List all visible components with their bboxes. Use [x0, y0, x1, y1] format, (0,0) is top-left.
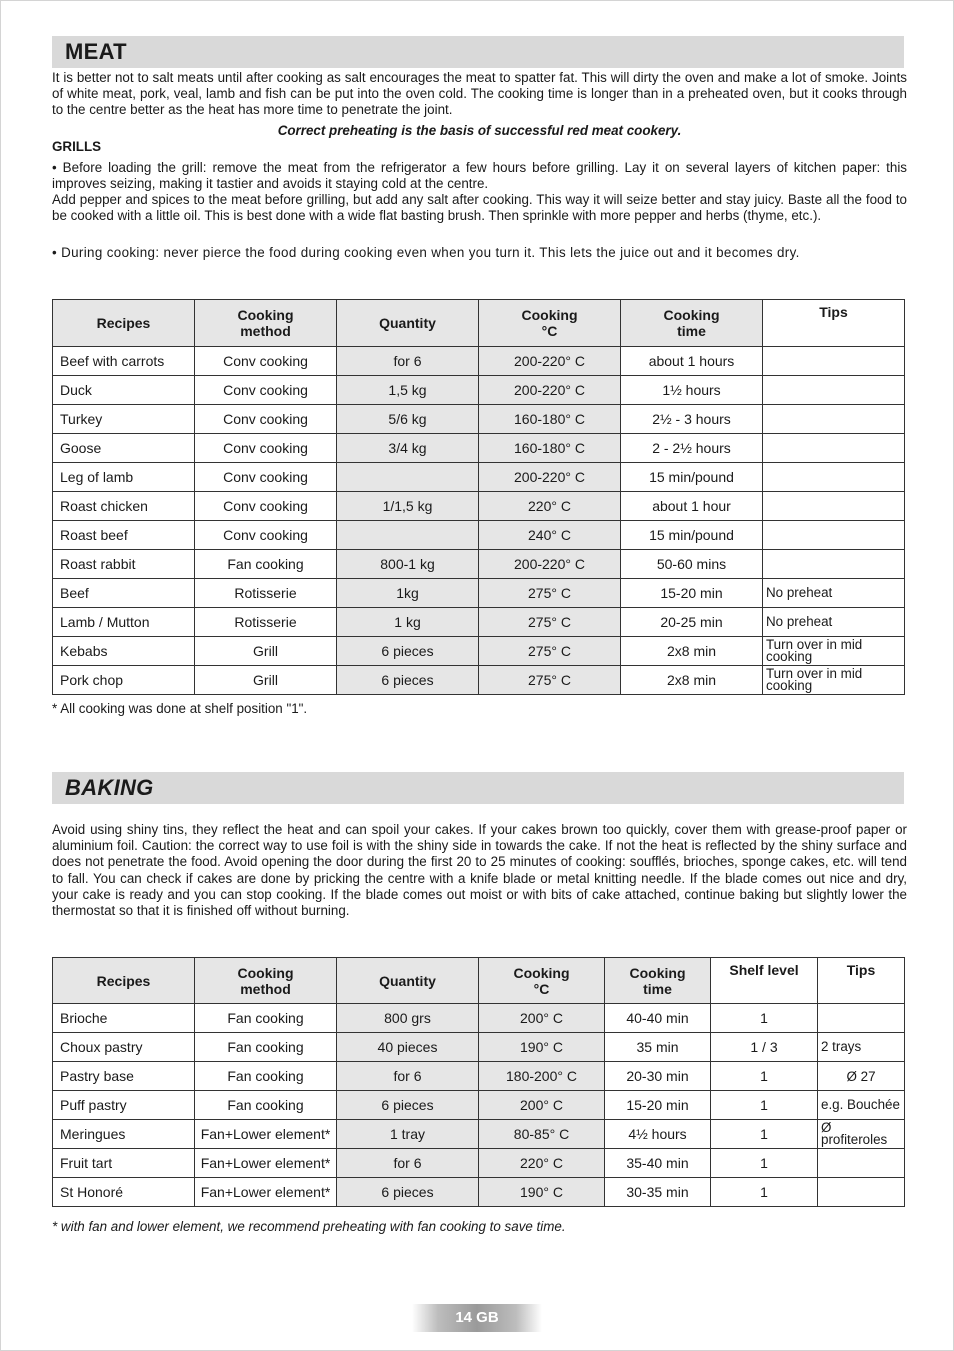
- time-cell: 50-60 mins: [621, 550, 763, 579]
- shelf-level-cell: 1: [711, 1062, 818, 1091]
- recipe-cell: Goose: [53, 434, 195, 463]
- baking-section-header: [52, 772, 904, 804]
- quantity-cell: 1 kg: [337, 608, 479, 637]
- baking-footnote: * with fan and lower element, we recommend preheating with fan cooking to save time.: [52, 1219, 566, 1234]
- tips-cell: [763, 434, 905, 463]
- method-cell: Fan+Lower element*: [195, 1178, 337, 1207]
- recipe-cell: Duck: [53, 376, 195, 405]
- method-cell: Conv cooking: [195, 492, 337, 521]
- quantity-cell: for 6: [337, 1149, 479, 1178]
- tips-cell: No preheat: [763, 608, 905, 637]
- time-cell: 4½ hours: [605, 1120, 711, 1149]
- method-cell: Conv cooking: [195, 521, 337, 550]
- method-cell: Fan cooking: [195, 1091, 337, 1120]
- method-cell: Conv cooking: [195, 347, 337, 376]
- table-row: [53, 434, 905, 463]
- col-tips: Tips: [818, 958, 905, 1004]
- method-cell: Grill: [195, 666, 337, 695]
- tips-cell: Ø 27: [818, 1062, 905, 1091]
- time-cell: 1½ hours: [621, 376, 763, 405]
- time-cell: 15-20 min: [605, 1091, 711, 1120]
- grills-paragraph-1: • Before loading the grill: remove the meat from the refrigerator a few hours before grilling. Lay it on several layers of kitchen paper: this improves seizing, making it tastier and avoids it staying cold at the centre.: [52, 160, 907, 192]
- time-cell: 2½ - 3 hours: [621, 405, 763, 434]
- time-cell: 15 min/pound: [621, 463, 763, 492]
- recipe-cell: Pastry base: [53, 1062, 195, 1091]
- baking-title: BAKING: [65, 775, 154, 800]
- shelf-level-cell: 1 / 3: [711, 1033, 818, 1062]
- col-recipes: Recipes: [53, 300, 195, 347]
- time-cell: 20-30 min: [605, 1062, 711, 1091]
- table-row: [53, 1062, 905, 1091]
- baking-intro: Avoid using shiny tins, they reflect the heat and can spoil your cakes. If your cakes brown too quickly, cover them with grease-proof paper or aluminium foil. Caution: the correct way to use foil is with the shiny side in towards the cake. If not the heat is reflected by the shiny surface and does not penetrate the food. Avoid opening the door during the first 20 to 25 minutes of cooking: soufflés, brioches, sponge cakes, etc. will tend to fall. You can check if cakes are done by pricking the centre with a knife blade or metal knitting needle. If the blade comes out nice and dry, your cake is ready and you can stop cooking. If the blade comes out moist or with bits of cake attached, continue baking but slightly lower the thermostat so that it is finished off without burning.: [52, 822, 907, 919]
- table-row: [53, 550, 905, 579]
- quantity-cell: 3/4 kg: [337, 434, 479, 463]
- quantity-cell: 6 pieces: [337, 1178, 479, 1207]
- tips-cell: [763, 492, 905, 521]
- tips-cell: [763, 550, 905, 579]
- tips-cell: [763, 463, 905, 492]
- table-row: [53, 347, 905, 376]
- time-cell: 15-20 min: [621, 579, 763, 608]
- quantity-cell: [337, 463, 479, 492]
- col-shelf-level: Shelf level: [711, 958, 818, 1004]
- col-quantity: Quantity: [337, 300, 479, 347]
- temperature-cell: 200° C: [479, 1091, 605, 1120]
- baking-table-header-row: [53, 958, 905, 1004]
- temperature-cell: 190° C: [479, 1033, 605, 1062]
- grills-heading: GRILLS: [52, 139, 102, 154]
- col-cooking-time: Cooking time: [605, 958, 711, 1004]
- shelf-level-cell: 1: [711, 1178, 818, 1207]
- tips-cell: [763, 347, 905, 376]
- time-cell: 2x8 min: [621, 666, 763, 695]
- col-recipes: Recipes: [53, 958, 195, 1004]
- quantity-cell: 6 pieces: [337, 1091, 479, 1120]
- tips-cell: e.g. Bouchée: [818, 1091, 905, 1120]
- quantity-cell: 5/6 kg: [337, 405, 479, 434]
- recipe-cell: Roast beef: [53, 521, 195, 550]
- method-cell: Conv cooking: [195, 463, 337, 492]
- recipe-cell: Choux pastry: [53, 1033, 195, 1062]
- method-cell: Fan cooking: [195, 1033, 337, 1062]
- table-row: [53, 1004, 905, 1033]
- temperature-cell: 160-180° C: [479, 405, 621, 434]
- col-cooking-temp: Cooking °C: [479, 958, 605, 1004]
- time-cell: 15 min/pound: [621, 521, 763, 550]
- recipe-cell: Beef: [53, 579, 195, 608]
- table-row: [53, 1033, 905, 1062]
- recipe-cell: Roast rabbit: [53, 550, 195, 579]
- col-quantity: Quantity: [337, 958, 479, 1004]
- tips-cell: 2 trays: [818, 1033, 905, 1062]
- tips-cell: Turn over in mid cooking: [763, 637, 905, 666]
- tips-cell: No preheat: [763, 579, 905, 608]
- tips-cell: Turn over in mid cooking: [763, 666, 905, 695]
- table-row: [53, 376, 905, 405]
- recipe-cell: Leg of lamb: [53, 463, 195, 492]
- table-row: [53, 1091, 905, 1120]
- quantity-cell: for 6: [337, 347, 479, 376]
- time-cell: 2 - 2½ hours: [621, 434, 763, 463]
- grills-paragraph-3: • During cooking: never pierce the food during cooking even when you turn it. This lets the juice out and it becomes dry.: [52, 245, 800, 260]
- recipe-cell: Beef with carrots: [53, 347, 195, 376]
- table-row: [53, 521, 905, 550]
- table-row: [53, 492, 905, 521]
- recipe-cell: Turkey: [53, 405, 195, 434]
- temperature-cell: 160-180° C: [479, 434, 621, 463]
- recipe-cell: Lamb / Mutton: [53, 608, 195, 637]
- col-cooking-method: Cooking method: [195, 300, 337, 347]
- table-row: [53, 1149, 905, 1178]
- temperature-cell: 190° C: [479, 1178, 605, 1207]
- method-cell: Grill: [195, 637, 337, 666]
- recipe-cell: Fruit tart: [53, 1149, 195, 1178]
- quantity-cell: 40 pieces: [337, 1033, 479, 1062]
- meat-intro: It is better not to salt meats until after cooking as salt encourages the meat to spatter fat. This will dirty the oven and make a lot of smoke. Joints of white meat, pork, veal, lamb and fish can be put into the oven cold. The cooking time is longer than in a preheated oven, but it cooks through to the centre better as the heat has more time to penetrate the joint.: [52, 70, 907, 118]
- quantity-cell: [337, 521, 479, 550]
- temperature-cell: 200° C: [479, 1004, 605, 1033]
- col-tips: Tips: [763, 300, 905, 347]
- temperature-cell: 200-220° C: [479, 550, 621, 579]
- table-row: [53, 666, 905, 695]
- temperature-cell: 275° C: [479, 608, 621, 637]
- quantity-cell: 800-1 kg: [337, 550, 479, 579]
- temperature-cell: 275° C: [479, 637, 621, 666]
- time-cell: about 1 hours: [621, 347, 763, 376]
- table-row: [53, 405, 905, 434]
- temperature-cell: 240° C: [479, 521, 621, 550]
- meat-table-header-row: [53, 300, 905, 347]
- recipe-cell: St Honoré: [53, 1178, 195, 1207]
- shelf-level-cell: 1: [711, 1120, 818, 1149]
- temperature-cell: 220° C: [479, 1149, 605, 1178]
- time-cell: 2x8 min: [621, 637, 763, 666]
- recipe-cell: Brioche: [53, 1004, 195, 1033]
- table-row: [53, 579, 905, 608]
- tips-cell: [818, 1149, 905, 1178]
- temperature-cell: 200-220° C: [479, 347, 621, 376]
- recipe-cell: Meringues: [53, 1120, 195, 1149]
- method-cell: Conv cooking: [195, 405, 337, 434]
- meat-table: [52, 299, 905, 695]
- temperature-cell: 220° C: [479, 492, 621, 521]
- tips-cell: [763, 405, 905, 434]
- tips-cell: [818, 1178, 905, 1207]
- shelf-level-cell: 1: [711, 1004, 818, 1033]
- tips-cell: [763, 521, 905, 550]
- quantity-cell: 800 grs: [337, 1004, 479, 1033]
- quantity-cell: 6 pieces: [337, 637, 479, 666]
- temperature-cell: 80-85° C: [479, 1120, 605, 1149]
- col-cooking-method: Cooking method: [195, 958, 337, 1004]
- temperature-cell: 275° C: [479, 579, 621, 608]
- time-cell: 20-25 min: [621, 608, 763, 637]
- table-row: [53, 1178, 905, 1207]
- time-cell: 35 min: [605, 1033, 711, 1062]
- meat-emphasis: Correct preheating is the basis of successful red meat cookery.: [277, 123, 682, 138]
- temperature-cell: 200-220° C: [479, 463, 621, 492]
- tips-cell: Ø profiteroles: [818, 1120, 905, 1149]
- quantity-cell: 1 tray: [337, 1120, 479, 1149]
- method-cell: Rotisserie: [195, 579, 337, 608]
- quantity-cell: for 6: [337, 1062, 479, 1091]
- quantity-cell: 1,5 kg: [337, 376, 479, 405]
- tips-cell: [818, 1004, 905, 1033]
- quantity-cell: 6 pieces: [337, 666, 479, 695]
- tips-cell: [763, 376, 905, 405]
- shelf-level-cell: 1: [711, 1149, 818, 1178]
- recipe-cell: Kebabs: [53, 637, 195, 666]
- method-cell: Rotisserie: [195, 608, 337, 637]
- col-cooking-temp: Cooking °C: [479, 300, 621, 347]
- quantity-cell: 1/1,5 kg: [337, 492, 479, 521]
- recipe-cell: Pork chop: [53, 666, 195, 695]
- table-row: [53, 608, 905, 637]
- temperature-cell: 200-220° C: [479, 376, 621, 405]
- col-cooking-time: Cooking time: [621, 300, 763, 347]
- time-cell: 35-40 min: [605, 1149, 711, 1178]
- meat-footnote: * All cooking was done at shelf position "1".: [52, 701, 308, 716]
- time-cell: 30-35 min: [605, 1178, 711, 1207]
- table-row: [53, 1120, 905, 1149]
- baking-table: [52, 957, 905, 1207]
- time-cell: about 1 hour: [621, 492, 763, 521]
- grills-paragraph-2: Add pepper and spices to the meat before grilling, but add any salt after cooking. This way it will seize better and stay juicy. Baste all the food to be cooked with a little oil. This is best done with a wide flat basting brush. Then sprinkle with more pepper and herbs (thyme, etc.).: [52, 192, 907, 224]
- meat-section-header: [52, 36, 904, 68]
- method-cell: Fan+Lower element*: [195, 1149, 337, 1178]
- recipe-cell: Puff pastry: [53, 1091, 195, 1120]
- method-cell: Fan cooking: [195, 1062, 337, 1091]
- temperature-cell: 180-200° C: [479, 1062, 605, 1091]
- method-cell: Fan+Lower element*: [195, 1120, 337, 1149]
- temperature-cell: 275° C: [479, 666, 621, 695]
- table-row: [53, 463, 905, 492]
- meat-title: MEAT: [65, 39, 127, 64]
- quantity-cell: 1kg: [337, 579, 479, 608]
- method-cell: Conv cooking: [195, 434, 337, 463]
- method-cell: Conv cooking: [195, 376, 337, 405]
- recipe-cell: Roast chicken: [53, 492, 195, 521]
- table-row: [53, 637, 905, 666]
- method-cell: Fan cooking: [195, 1004, 337, 1033]
- page-number: 14 GB: [455, 1309, 499, 1326]
- page-number-badge: [412, 1304, 542, 1332]
- method-cell: Fan cooking: [195, 550, 337, 579]
- time-cell: 40-40 min: [605, 1004, 711, 1033]
- shelf-level-cell: 1: [711, 1091, 818, 1120]
